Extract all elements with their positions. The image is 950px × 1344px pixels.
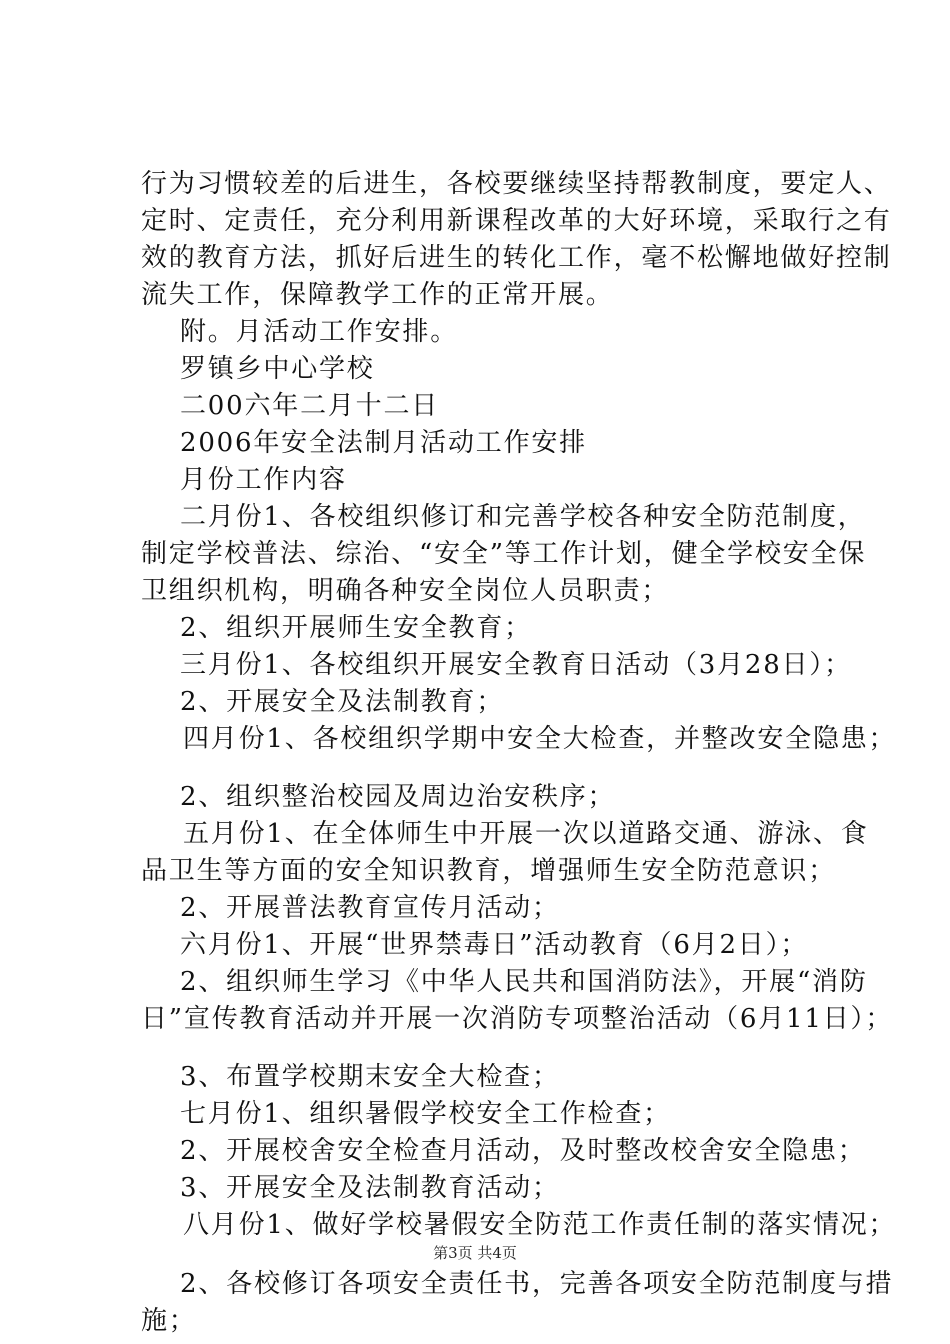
text-line: 流失工作，保障教学工作的正常开展。 (141, 280, 614, 310)
page-number: 第3页 共4页 (433, 1244, 517, 1262)
text-line: 六月份1、开展“世界禁毒日”活动教育（6月2日）； (180, 930, 809, 960)
text-line: 四月份1、各校组织学期中安全大检查，并整改安全隐患； (183, 724, 897, 754)
text-line: 2、开展安全及法制教育； (180, 687, 505, 717)
text-line: 3、布置学校期末安全大检查； (180, 1062, 560, 1092)
text-line: 日”宣传教育活动并开展一次消防专项整治活动（6月11日）； (141, 1004, 894, 1034)
text-line: 卫组织机构，明确各种安全岗位人员职责； (141, 576, 670, 606)
text-line: 2、组织开展师生安全教育； (180, 613, 532, 643)
text-line: 品卫生等方面的安全知识教育，增强师生安全防范意识； (141, 856, 837, 886)
text-line: 2、各校修订各项安全责任书，完善各项安全防范制度与措 (180, 1269, 894, 1299)
text-line: 施； (141, 1306, 197, 1336)
text-line: 效的教育方法，抓好后进生的转化工作，毫不松懈地做好控制 (141, 243, 892, 273)
text-line: 月份工作内容 (180, 465, 347, 495)
text-line: 罗镇乡中心学校 (180, 354, 375, 384)
text-line: 二月份1、各校组织修订和完善学校各种安全防范制度， (180, 502, 866, 532)
text-line: 2006年安全法制月活动工作安排 (180, 428, 587, 458)
text-line: 二00六年二月十二日 (180, 391, 440, 421)
text-line: 行为习惯较差的后进生，各校要继续坚持帮教制度，要定人、 (141, 169, 892, 199)
text-line: 定时、定责任，充分利用新课程改革的大好环境，采取行之有 (141, 206, 892, 236)
text-line: 七月份1、组织暑假学校安全工作检查； (180, 1099, 671, 1129)
text-line: 附。月活动工作安排。 (180, 317, 459, 347)
text-line: 制定学校普法、综治、“安全”等工作计划，健全学校安全保 (141, 539, 867, 569)
text-line: 五月份1、在全体师生中开展一次以道路交通、游泳、食 (183, 819, 869, 849)
text-line: 2、组织师生学习《中华人民共和国消防法》，开展“消防 (180, 967, 868, 997)
text-line: 2、开展校舍安全检查月活动，及时整改校舍安全隐患； (180, 1136, 866, 1166)
text-line: 三月份1、各校组织开展安全教育日活动（3月28日）； (180, 650, 852, 680)
text-line: 2、组织整治校园及周边治安秩序； (180, 782, 616, 812)
text-line: 3、开展安全及法制教育活动； (180, 1173, 560, 1203)
text-line: 2、开展普法教育宣传月活动； (180, 893, 560, 923)
text-line: 八月份1、做好学校暑假安全防范工作责任制的落实情况； (183, 1210, 897, 1240)
